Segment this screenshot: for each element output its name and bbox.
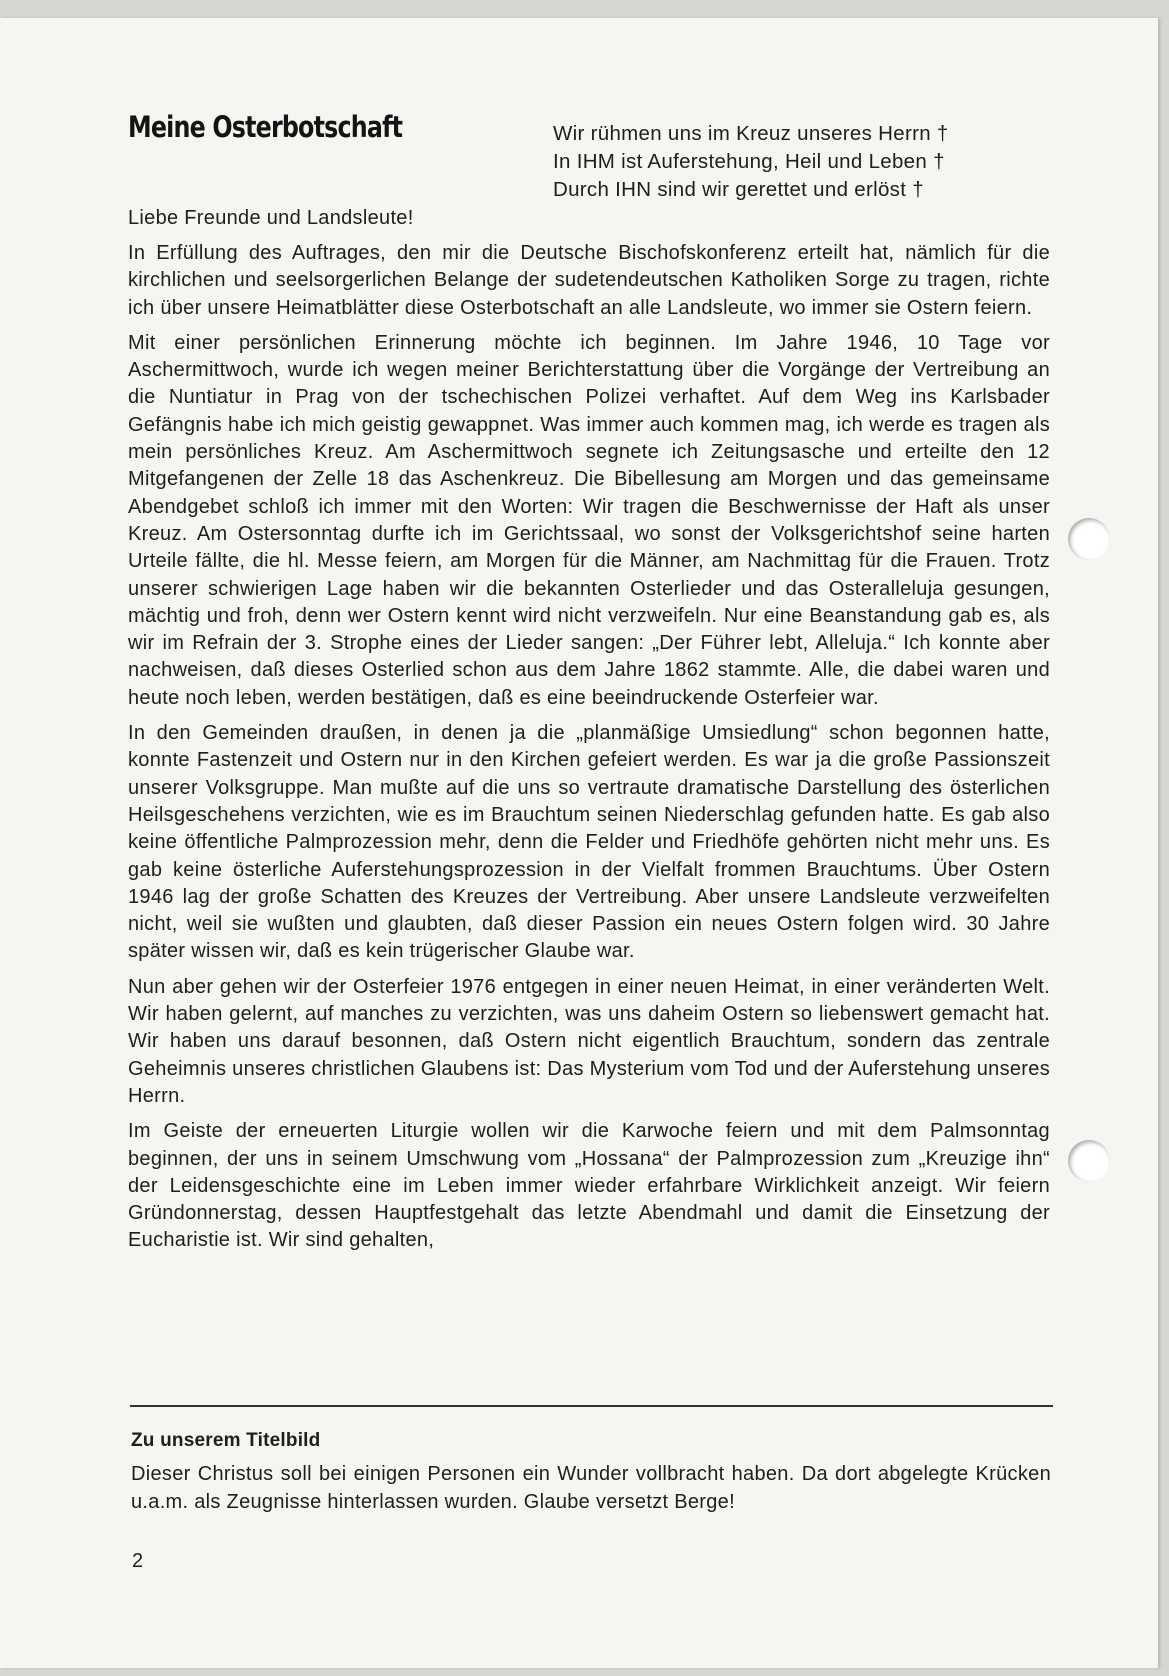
section-divider bbox=[130, 1405, 1053, 1407]
motto-verses bbox=[553, 120, 949, 204]
article-body bbox=[128, 240, 1050, 1263]
motto-line: Wir rühmen uns im Kreuz unseres Herrn † bbox=[553, 122, 949, 145]
headline: Meine Osterbotschaft bbox=[128, 110, 403, 144]
paragraph: Nun aber gehen wir der Osterfeier 1976 entgegen in einer neuen Heimat, in einer veränderten Welt. Wir haben gelernt, auf manches zu verzichten, was uns daheim Ostern so liebenswert gemacht hat. Wir haben uns darauf besonnen, daß Ostern nicht eigentlich Brauchtum, sondern das zentrale Geheimnis unseres christlichen Glaubens ist: Das Mysterium vom Tod und der Auferstehung unseres Herrn. bbox=[128, 975, 1050, 1107]
paragraph: Mit einer persönlichen Erinnerung möchte ich beginnen. Im Jahre 1946, 10 Tage vor Aschermittwoch, wurde ich wegen meiner Berichterstattung über die Vorgänge der Vertreibung an die Nuntiatur in Prag von der tschechischen Polizei verhaftet. Auf dem Weg ins Karlsbader Gefängnis habe ich mich geistig gewappnet. Was immer auch kommen mag, ich werde es tragen als mein persönliches Kreuz. Am Aschermittwoch segnete ich Zeitungsasche und erteilte den 12 Mitgefangenen der Zelle 18 das Aschenkreuz. Die Bibellesung am Morgen und das gemeinsame Abendgebet schloß ich immer mit den Worten: Wir tragen die Beschwernisse der Haft als unser Kreuz. Am Ostersonntag durfte ich im Gerichtssaal, wo sonst der Volksgerichtshof seine harten Urteile fällte, die hl. Messe feiern, am Morgen für die Männer, am Nachmittag für die Frauen. Trotz unserer schwierigen Lage haben wir die bekannten Osterlieder und das Osteralleluja gesungen, mächtig und froh, denn wer Ostern kennt wird nicht verzweifeln. Nur eine Beanstandung gab es, als wir im Refrain der 3. Strophe eines der Lieder sangen: „Der Führer lebt, Alleluja.“ Ich konnte aber nachweisen, daß dieses Osterlied schon aus dem Jahre 1862 stammte. Alle, die dabei waren und heute noch leben, werden bestätigen, daß es eine beeindruckende Osterfeier war. bbox=[128, 331, 1050, 709]
paragraph: In den Gemeinden draußen, in denen ja die „planmäßige Umsiedlung“ schon begonnen hatte, konnte Fastenzeit und Ostern nur in den Kirchen gefeiert werden. Es war ja die große Passionszeit unserer Volksgruppe. Man mußte auf die uns so vertraute dramatische Darstellung des österlichen Heilsgeschehens verzichten, wie es im Brauchtum seinen Niederschlag gefunden hatte. Es gab also keine öffentliche Palmprozession mehr, denn die Felder und Friedhöfe gehörten nicht mehr uns. Es gab keine österliche Auferstehungsprozession in der Vielfalt frommen Brauchtums. Über Ostern 1946 lag der große Schatten des Kreuzes der Vertreibung. Aber unsere Landsleute verzweifelten nicht, weil sie wußten und glaubten, daß dieser Passion ein neues Ostern folgen wird. 30 Jahre später wissen wir, daß es kein trügerischer Glaube war. bbox=[128, 722, 1050, 963]
salutation: Liebe Freunde und Landsleute! bbox=[128, 207, 414, 229]
paragraph: Im Geiste der erneuerten Liturgie wollen wir die Karwoche feiern und mit dem Palmsonntag beginnen, der uns in seinem Umschwung vom „Hossana“ der Palmprozession zum „Kreuzige ihn“ der Leidensgeschichte eine im Leben immer wieder erfahrbare Wirklichkeit anzeigt. Wir feiern Gründonnerstag, dessen Hauptfestgehalt das letzte Abendmahl und damit die Einsetzung der Eucharistie ist. Wir sind gehalten, bbox=[128, 1120, 1050, 1252]
punch-hole bbox=[1068, 1140, 1110, 1182]
page-number: 2 bbox=[132, 1550, 144, 1572]
punch-hole bbox=[1068, 518, 1110, 560]
caption-text: Dieser Christus soll bei einigen Personen ein Wunder vollbracht haben. Da dort abgelegte Krücken u.a.m. als Zeugnisse hinterlassen wurden. Glaube versetzt Berge! bbox=[131, 1463, 1051, 1513]
caption-title: Zu unserem Titelbild bbox=[131, 1430, 321, 1451]
paragraph: In Erfüllung des Auftrages, den mir die Deutsche Bischofskonferenz erteilt hat, nämlich für die kirchlichen und seelsorgerlichen Belange der sudetendeutschen Katholiken Sorge zu tragen, richte ich über unsere Heimatblätter diese Osterbotschaft an alle Landsleute, wo immer sie Ostern feiern. bbox=[128, 242, 1050, 319]
motto-line: Durch IHN sind wir gerettet und erlöst † bbox=[553, 178, 924, 201]
motto-line: In IHM ist Auferstehung, Heil und Leben † bbox=[553, 150, 945, 173]
document-page bbox=[0, 18, 1158, 1668]
